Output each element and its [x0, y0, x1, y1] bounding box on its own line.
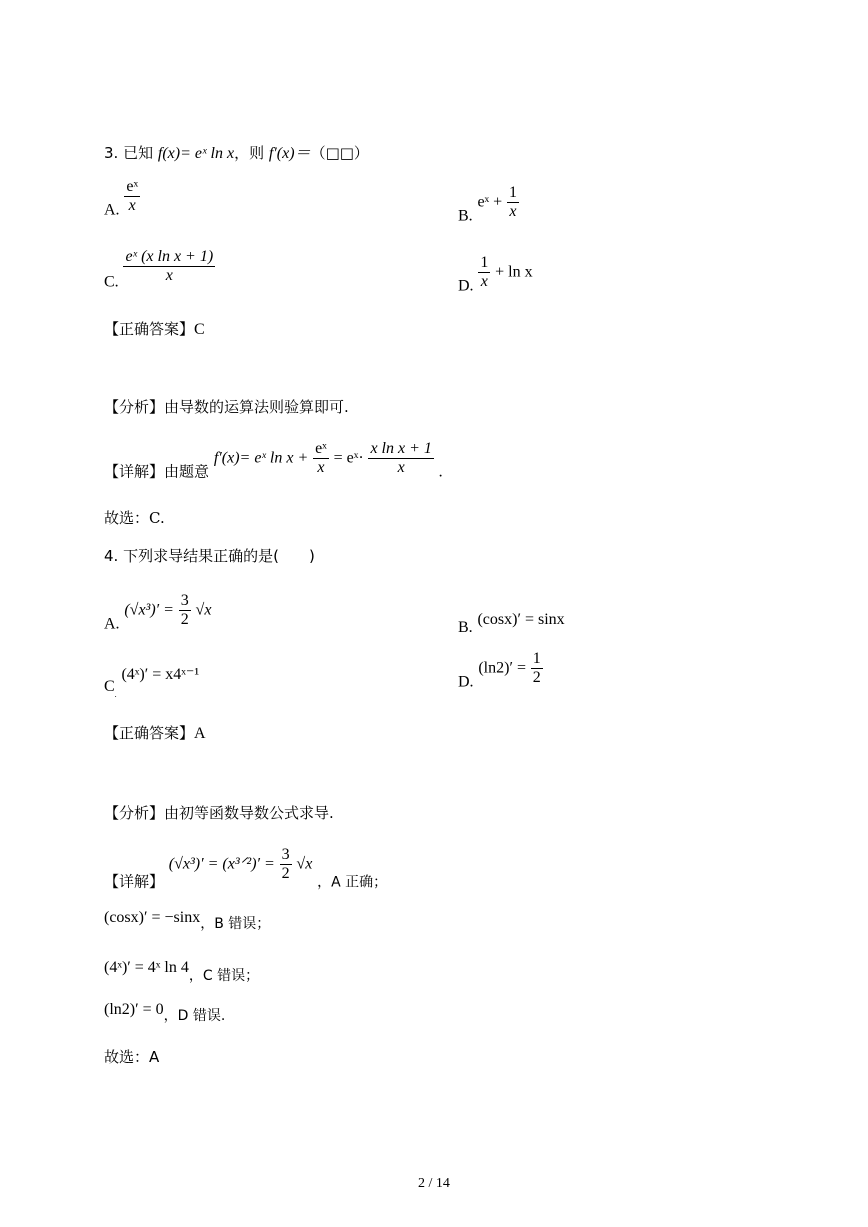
q4-line-c-expr: (4ˣ)′ = 4ˣ ln 4	[104, 959, 189, 976]
q3-detail-tag: 【详解】	[104, 462, 165, 481]
q3-detail-fraction2	[368, 440, 433, 477]
q4-detail-tag: 【详解】	[104, 872, 165, 891]
q3-option-a-label: A.	[104, 201, 120, 219]
q3-option-d-num: 1	[480, 254, 489, 271]
q4-detail-den: 2	[281, 865, 290, 882]
q4-line-d	[104, 1000, 225, 1025]
q4-option-c	[104, 664, 199, 699]
q4-line-d-text: ，D 错误.	[163, 1008, 226, 1024]
q4-stem	[104, 545, 315, 566]
q4-option-d-num: 1	[532, 650, 541, 667]
q4-line-b-text: ，B 错误；	[200, 916, 271, 932]
q3-then: ，则	[234, 144, 265, 162]
q3-option-b-fraction	[507, 184, 519, 221]
q3-detail-end: .	[438, 463, 443, 481]
q4-detail-tail: √x	[296, 855, 313, 873]
q3-option-d-den: x	[480, 273, 488, 290]
q3-detail-den2: x	[397, 459, 405, 476]
q3-option-c	[104, 248, 215, 292]
q3-detail-num2: x ln x + 1	[370, 440, 432, 457]
q3-analysis-text: 由导数的运算法则验算即可.	[164, 398, 349, 416]
q4-option-b-expr: (cosx)′ = sinx	[477, 611, 565, 628]
q4-detail-num: 3	[281, 846, 290, 863]
q3-option-b-den: x	[509, 203, 517, 220]
q4-analysis-tag: 【分析】	[104, 804, 165, 822]
q4-option-c-label: C	[104, 678, 115, 695]
q3-option-c-den: x	[165, 267, 173, 284]
q4-option-a-den: 2	[180, 611, 189, 628]
q3-option-b-label: B.	[458, 207, 473, 225]
q3-option-d-label: D.	[458, 277, 474, 295]
q3-detail-fraction1	[313, 440, 329, 477]
q3-stem	[104, 140, 369, 163]
q3-option-b-num: 1	[508, 184, 517, 201]
q3-option-c-label: C.	[104, 273, 119, 291]
q3-detail-expr2: = eˣ·	[333, 449, 364, 467]
q4-answer-value: A	[194, 725, 206, 742]
q3-detail-den1: x	[317, 459, 325, 476]
q3-derivative: f′(x)＝	[268, 145, 311, 162]
q4-option-c-dot: .	[114, 690, 117, 699]
q4-analysis-text: 由初等函数导数公式求导.	[164, 804, 334, 822]
q4-line-c	[104, 958, 259, 985]
q3-choice: 故选：C.	[104, 509, 165, 527]
q4-option-a-label: A.	[104, 615, 120, 633]
q3-answer-tag: 【正确答案】	[104, 320, 195, 338]
q4-answer-tag: 【正确答案】	[104, 724, 195, 742]
q4-option-a-tail: √x	[195, 601, 212, 619]
q3-option-a-den: x	[128, 197, 136, 214]
q3-answer-value: C	[194, 321, 205, 338]
q3-analysis	[104, 396, 349, 417]
q4-option-a	[104, 592, 211, 634]
q4-option-c-expr: (4ˣ)′ = x4ˣ⁻¹	[121, 666, 200, 683]
q4-option-d	[458, 650, 543, 692]
q3-detail-num1: eˣ	[315, 440, 327, 457]
q3-option-c-num: eˣ (x ln x + 1)	[125, 248, 214, 265]
q3-option-b	[458, 184, 519, 226]
q4-detail-fraction	[280, 846, 292, 883]
q4-line-b	[104, 908, 270, 933]
q3-option-d	[458, 254, 533, 296]
q3-blank: （□□）	[310, 144, 369, 162]
q3-detail-expr1: f′(x)= eˣ ln x +	[213, 449, 309, 467]
q4-option-b-label: B.	[458, 619, 473, 636]
q4-detail-a: ，A 正确；	[317, 874, 388, 891]
q3-option-b-expr: eˣ +	[477, 193, 503, 211]
q3-analysis-tag: 【分析】	[104, 398, 165, 416]
q4-analysis	[104, 802, 334, 823]
q3-option-a	[104, 178, 140, 220]
q3-option-a-num: eˣ	[126, 178, 139, 195]
q3-detail	[104, 440, 443, 482]
q4-option-a-expr: (√x³)′ =	[124, 601, 174, 619]
q4-option-a-fraction	[179, 592, 191, 629]
q3-number: 3.	[104, 144, 119, 162]
q4-choice: 故选：A	[104, 1048, 160, 1066]
q4-option-b	[458, 610, 565, 637]
q4-option-d-label: D.	[458, 673, 474, 691]
q3-option-c-fraction	[123, 248, 215, 285]
q4-detail	[104, 846, 387, 892]
q4-option-d-fraction	[531, 650, 543, 687]
q4-line-b-expr: (cosx)′ = −sinx	[104, 909, 201, 926]
q4-number: 4.	[104, 547, 119, 565]
q3-detail-intro: 由题意	[164, 462, 210, 481]
q3-option-d-tail: + ln x	[495, 263, 533, 281]
q4-line-d-expr: (ln2)′ = 0	[104, 1001, 164, 1018]
q4-stem-text: 下列求导结果正确的是( )	[123, 547, 315, 565]
page-number: 2 / 14	[418, 1176, 450, 1191]
q3-function-def: f(x)= eˣ ln x	[157, 145, 235, 162]
q4-line-c-text: ，C 错误；	[188, 968, 260, 984]
q4-option-d-expr: (ln2)′ =	[478, 659, 526, 677]
q3-option-d-fraction	[478, 254, 490, 291]
q3-intro: 已知	[123, 144, 154, 162]
q4-option-a-num: 3	[180, 592, 189, 609]
q4-answer	[104, 722, 206, 743]
q3-option-a-fraction	[124, 178, 140, 215]
q3-answer	[104, 318, 205, 339]
q4-option-d-den: 2	[532, 669, 541, 686]
q4-detail-expr: (√x³)′ = (x³ᐟ²)′ =	[168, 855, 275, 873]
